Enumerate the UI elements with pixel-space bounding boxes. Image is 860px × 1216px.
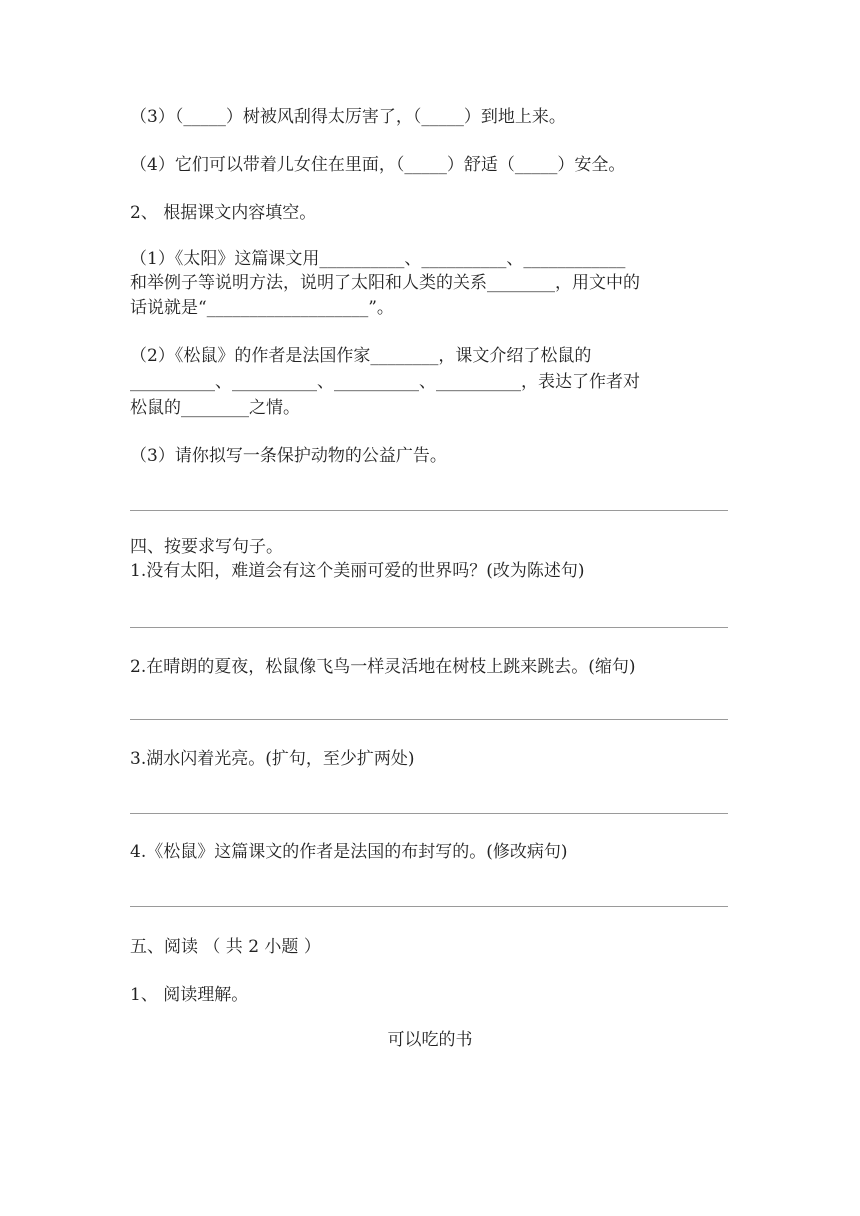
answer-line[interactable] xyxy=(130,627,728,628)
q2-item1-line1: （1）《太阳》这篇课文用__________、__________、____________ xyxy=(130,249,626,269)
q2-item2-line1: （2）《松鼠》的作者是法国作家________，课文介绍了松鼠的 xyxy=(130,346,592,366)
question-2-heading: 2、 根据课文内容填空。 xyxy=(130,203,317,223)
q2-item2-line2: __________、__________、__________、__________，表达了作者对 xyxy=(130,372,640,392)
sentence-2: 2.在晴朗的夏夜，松鼠像飞鸟一样灵活地在树枝上跳来跳去。(缩句) xyxy=(130,657,636,677)
q2-item1-line3: 话说就是“___________________”。 xyxy=(130,298,394,318)
section-5-heading: 五、阅读 （ 共 2 小题 ） xyxy=(130,937,321,957)
q2-item1-line2: 和举例子等说明方法，说明了太阳和人类的关系________，用文中的 xyxy=(130,273,640,293)
question-4-line: （4）它们可以带着儿女住在里面，（_____）舒适（_____）安全。 xyxy=(130,155,626,175)
answer-line[interactable] xyxy=(130,906,728,907)
question-3-line: （3）（_____）树被风刮得太厉害了，（_____）到地上来。 xyxy=(130,107,566,127)
answer-line[interactable] xyxy=(130,719,728,720)
sentence-3: 3.湖水闪着光亮。(扩句，至少扩两处) xyxy=(130,749,415,769)
passage-title: 可以吃的书 xyxy=(387,1030,473,1050)
section-4-heading: 四、按要求写句子。 xyxy=(130,537,283,557)
q2-item3: （3）请你拟写一条保护动物的公益广告。 xyxy=(130,446,447,466)
answer-line[interactable] xyxy=(130,813,728,814)
sentence-1: 1.没有太阳，难道会有这个美丽可爱的世界吗？(改为陈述句) xyxy=(130,561,585,581)
q2-item2-line3: 松鼠的________之情。 xyxy=(130,398,300,418)
answer-line[interactable] xyxy=(130,510,728,511)
sentence-4: 4.《松鼠》这篇课文的作者是法国的布封写的。(修改病句) xyxy=(130,842,568,862)
reading-sub-heading: 1、 阅读理解。 xyxy=(130,985,249,1005)
